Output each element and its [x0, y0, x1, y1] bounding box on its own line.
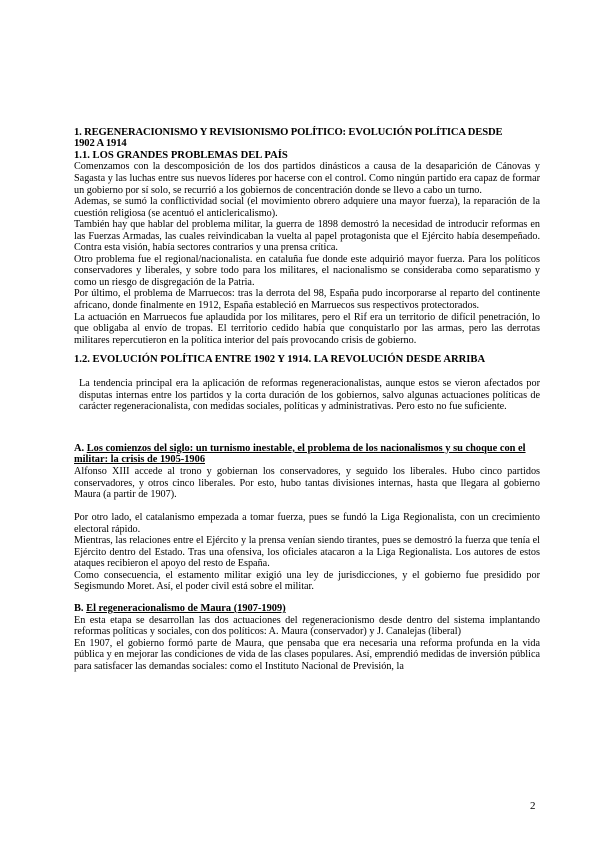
- paragraph: Comenzamos con la descomposición de los dos partidos dinásticos a causa de la desaparición de Cánovas y Sagasta y las luchas entre sus nuevos líderes por hacerse con el control. Como ningún partido era capaz de formar un gobierno por sí solo, se recurrió a los gobiernos de concentración donde se llevo a cabo un turno.: [74, 161, 540, 196]
- paragraph: Por último, el problema de Marruecos: tras la derrota del 98, España pudo incorporarse al reparto del continente africano, donde finalmente en 1912, España estableció en Marruecos sus respectivos protectorados.: [74, 288, 540, 311]
- section-heading-1-1: 1.1. LOS GRANDES PROBLEMAS DEL PAÍS: [74, 149, 288, 161]
- paragraph: En esta etapa se desarrollan las dos actuaciones del regeneracionismo desde dentro del sistema implantando reformas políticas y sociales, con dos políticos: A. Maura (conservador) y J. Canalejas (liberal): [74, 614, 540, 638]
- paragraph: Ademas, se sumó la conflictividad social (el movimiento obrero adquiere una mayor fuerza), la reparación de la cuestión religiosa (se acentuó el anticlericalismo).: [74, 196, 540, 219]
- paragraph: En 1907, el gobierno formó parte de Maura, que pensaba que era necesaria una reforma profunda en la vida pública y en mejorar las condiciones de vida de las clases populares. Así, emprendió medidas de inversión pública para satisfacer las demandas sociales: como el Instituto Nacional de Previsión, la: [74, 637, 540, 672]
- document-body: [74, 127, 540, 672]
- paragraph: También hay que hablar del problema militar, la guerra de 1898 demostró la necesidad de introducir reformas en las Fuerzas Armadas, las cuales reivindicaban la vuelta al papel protagonista que el Ejército había desempeñado. Contra esta visión, había sectores contrarios y una prensa crítica.: [74, 219, 540, 254]
- chapter-title-line2: 1902 A 1914: [74, 138, 127, 150]
- paragraph: Como consecuencia, el estamento militar exigió una ley de jurisdicciones, y el gobierno fue presidido por Segismundo Moret. Así, el poder civil está sobre el militar.: [74, 569, 540, 593]
- paragraph: La tendencia principal era la aplicación de reformas regeneracionalistas, aunque estos se vieron afectados por disputas internas entre los partidos y la corta duración de los gobiernos, salvo algunas actuaciones políticas de carácter regeneracionalista, con medidas sociales, políticas y administrativas. Pero esto no fue suficiente.: [79, 378, 540, 413]
- subsection-heading-b: [74, 603, 540, 615]
- paragraph: Otro problema fue el regional/nacionalista. en cataluña fue donde este adquirió mayor fuerza. Para los políticos conservadores y liberales, y sobre todo para los militares, el nacionalismo se consideraba como separatismo y como un riesgo de disgregación de la Patria.: [74, 253, 540, 288]
- page-number: 2: [530, 800, 536, 812]
- subsection-letter: A.: [74, 442, 85, 454]
- paragraph: Alfonso XIII accede al trono y gobiernan los conservadores, y seguido los liberales. Hubo cinco partidos conservadores, y otros cinco liberales. Por esto, hubo tantas divisiones internas, hasta que llegara al gobierno Maura (a partir de 1907).: [74, 465, 540, 501]
- subsection-title: El regeneracionalismo de Maura (1907-1909): [86, 602, 286, 614]
- subsection-title: Los comienzos del siglo: un turnismo inestable, el problema de los nacionalismos y su choque con el militar: la crisis de 1905-1906: [74, 442, 526, 466]
- subsection-letter: B.: [74, 602, 84, 614]
- chapter-title: [74, 127, 540, 150]
- paragraph: Mientras, las relaciones entre el Ejército y la prensa venían siendo tirantes, pues se demostró la fuerza que tenía el Ejército dentro del Estado. Tras una ofensiva, los oficiales atacaron a la Liga Regionalista. Los autores de estos ataques recibieron el apoyo del resto de España.: [74, 535, 540, 570]
- subsection-heading-a: [74, 443, 540, 466]
- section-heading-1-2: 1.2. EVOLUCIÓN POLÍTICA ENTRE 1902 Y 1914. LA REVOLUCIÓN DESDE ARRIBA: [74, 354, 486, 366]
- intro-block: [79, 378, 540, 413]
- chapter-title-line1: 1. REGENERACIONISMO Y REVISIONISMO POLÍTICO: EVOLUCIÓN POLÍTICA DESDE: [74, 127, 503, 138]
- spacer: [74, 501, 540, 513]
- paragraph: Por otro lado, el catalanismo empezada a tomar fuerza, pues se fundó la Liga Regionalista, con un crecimiento electoral rápido.: [74, 512, 540, 535]
- paragraph: La actuación en Marruecos fue aplaudida por los militares, pero el Rif era un territorio de difícil penetración, lo que obligaba al envío de tropas. El territorio cedido había que conquistarlo por las armas, pero las derrotas militares repercutieron en la política interior del país provocando crisis de gobierno.: [74, 311, 540, 346]
